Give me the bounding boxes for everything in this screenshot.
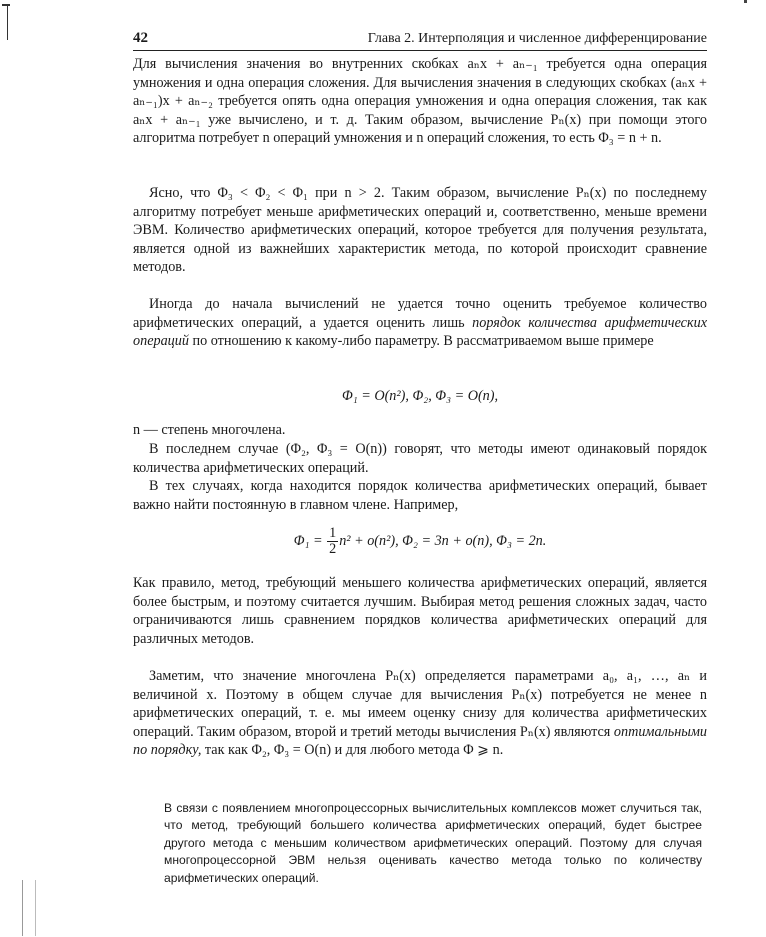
- header-rule: [133, 50, 707, 51]
- scan-edge-mark: [7, 4, 8, 40]
- equation-2: Φ₁ = $\frac{1}{2}$ n² + o(n²), Φ₂ = 3n + o(n), Φ₃ = 2n.: [293, 525, 547, 557]
- paragraph-5: В последнем случае (Φ₂, Φ₃ = O(n)) говорят, что методы имеют одинаковый порядок количества арифметических операций.: [133, 441, 707, 476]
- paragraph-3: Иногда до начала вычислений не удается точно оценить требуемое количество арифметических операций, а удается оценить лишь порядок количества арифметических операций по отношению к какому-либо параметру. В рассматриваемом выше примере: [133, 296, 708, 350]
- footnote-remark: В связи с появлением многопроцессорных вычислительных комплексов может случиться так, что метод, требующий большего количества арифметических операций, будет быстрее другого метода с меньшим количеством арифметических операций. Поэтому для случая многопроцессорной ЭВМ нельзя оценивать качество метода только по количеству арифметических операций.: [164, 801, 702, 885]
- scan-edge-mark: [2, 4, 10, 6]
- running-header: [133, 30, 707, 50]
- fraction-one-half: $\frac{1}{2}$: [329, 525, 337, 557]
- paragraph-8: Заметим, что значение многочлена Pₙ(x) определяется параметрами a₀, a₁, …, aₙ и величиной x. Поэтому в общем случае для вычисления Pₙ(x) потребуется не менее n арифметических операций, т. е. мы имеем оценку снизу для количества арифметических операций. Таким образом, второй и третий методы вычисления Pₙ(x) являются оптимальными по порядку, так как Φ₂, Φ₃ = O(n) и для любого метода Φ ⩾ n.: [133, 668, 708, 759]
- paragraph-2: Ясно, что Φ₃ < Φ₂ < Φ₁ при n > 2. Таким образом, вычисление Pₙ(x) по последнему алгоритму потребует меньше арифметических операций и, соответственно, меньше времени ЭВМ. Количество арифметических операций, которое требуется для получения результата, является одной из важнейших характеристик метода, по которой происходит сравнение методов.: [133, 185, 707, 276]
- paragraph-1: Для вычисления значения во внутренних скобках aₙx + aₙ₋₁ требуется одна операция умножения и одна операция сложения. Для вычисления значения в следующих скобках (aₙx + aₙ₋₁)x + aₙ₋₂ требуется опять одна операция умножения и одна операция сложения, так как aₙx + aₙ₋₁ уже вычислено, и т. д. Таким образом, вычисление Pₙ(x) при помощи этого алгоритма потребует n операций умножения и n операций сложения, то есть Φ₃ = n + n.: [133, 56, 707, 147]
- page-number: 42: [133, 30, 148, 46]
- paragraph-7: Как правило, метод, требующий меньшего количества арифметических операций, является более быстрым, и поэтому считается лучшим. Выбирая метод решения сложных задач, часто ограничиваются лишь сравнением порядков количества арифметических операций для различных методов.: [133, 575, 707, 647]
- emphasis-optimal: оптимальными по порядку,: [133, 723, 708, 759]
- paragraph-4: n — степень многочлена.: [133, 422, 286, 438]
- emphasis-order: порядок количества арифметических операций: [133, 314, 708, 350]
- equation-1: Φ₁ = O(n²), Φ₂, Φ₃ = O(n),: [341, 388, 499, 404]
- scan-binding-lines: [22, 880, 36, 936]
- scan-speck: [744, 0, 747, 3]
- paragraph-6: В тех случаях, когда находится порядок количества арифметических операций, бывает важно найти постоянную в главном члене. Например,: [133, 478, 707, 513]
- chapter-title: Глава 2. Интерполяция и численное дифференцирование: [367, 31, 707, 46]
